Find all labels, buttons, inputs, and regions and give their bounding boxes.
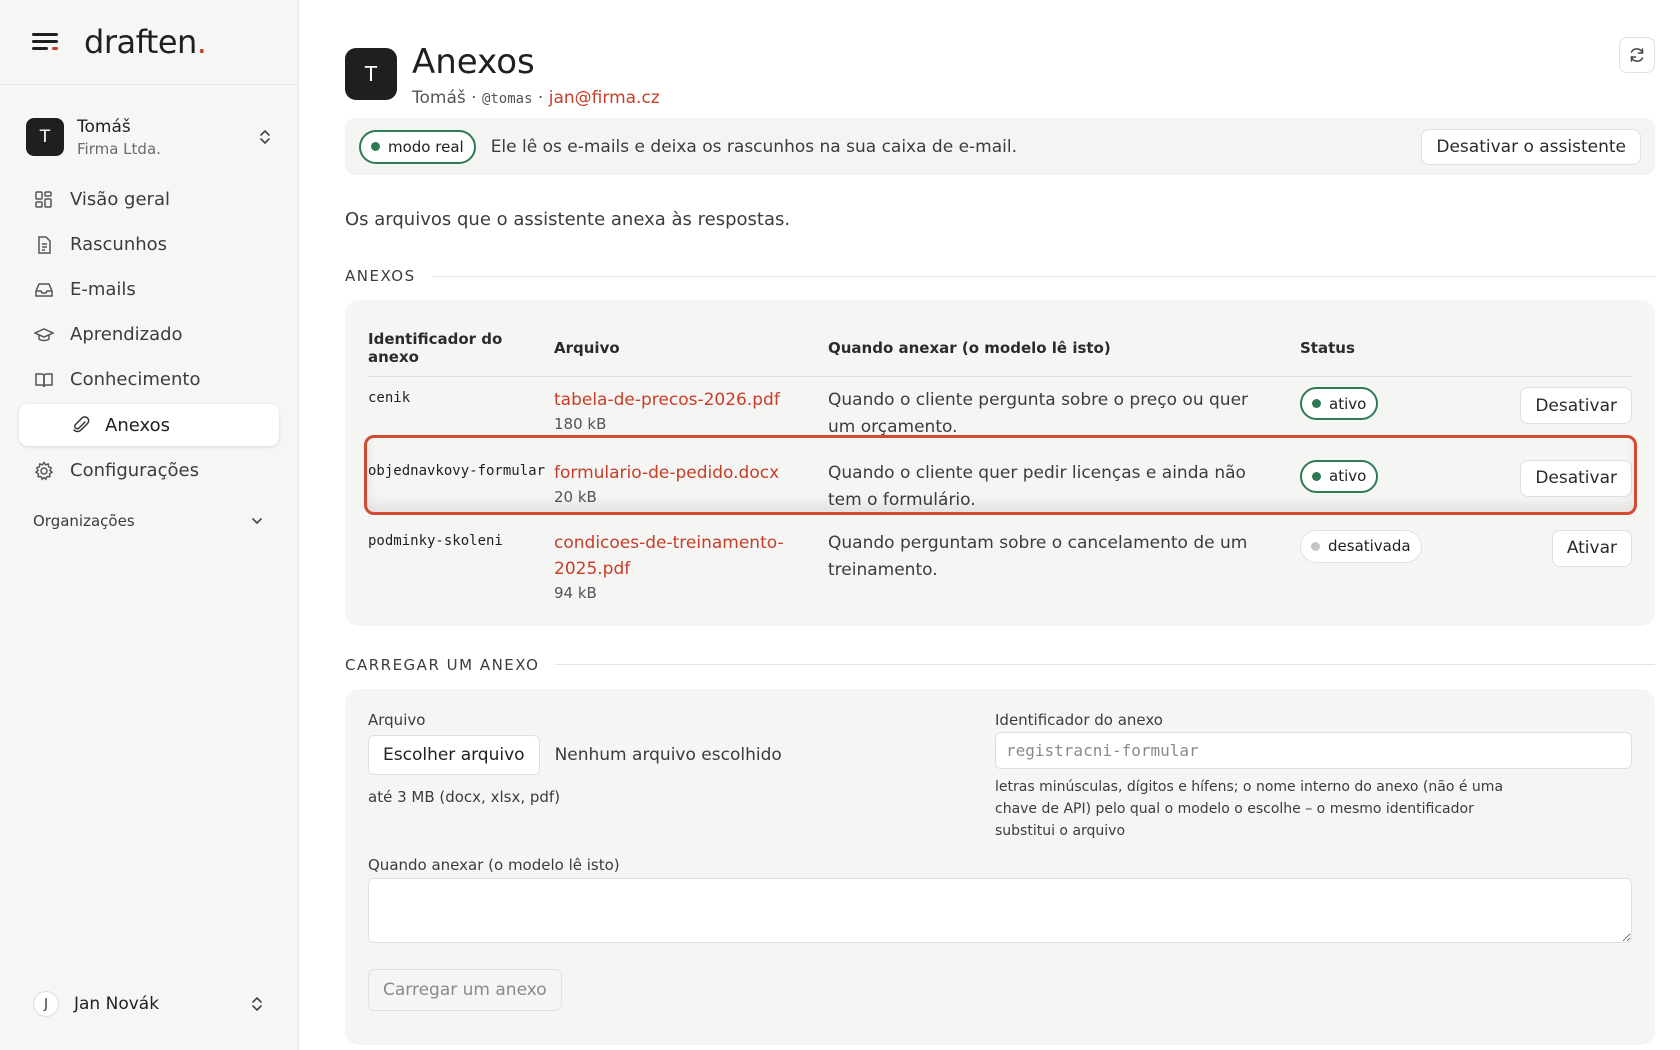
attachment-when: Quando perguntam sobre o cancelamento de um treinamento. [828, 532, 1248, 580]
chevron-updown-icon [250, 995, 264, 1013]
file-link[interactable]: condicoes-de-treinamento-2025.pdf [554, 532, 784, 579]
attachment-id: podminky-skoleni [368, 532, 503, 549]
when-textarea[interactable] [368, 878, 1632, 943]
file-link[interactable]: formulario-de-pedido.docx [554, 462, 780, 483]
sidebar-item-drafts[interactable] [0, 222, 298, 267]
header-handle: @tomas [481, 91, 533, 107]
sidebar-item-emails[interactable] [0, 267, 298, 312]
sidebar-item-label: Aprendizado [70, 324, 183, 345]
file-label: Arquivo [368, 710, 426, 729]
status-dot [1312, 399, 1321, 408]
page-description: Os arquivos que o assistente anexa às respostas. [345, 209, 791, 230]
file-size: 180 kB [554, 415, 607, 433]
sidebar-nav [0, 177, 298, 493]
column-header: Arquivo [554, 320, 828, 377]
sidebar-item-label: Visão geral [70, 189, 170, 210]
attachment-when: Quando o cliente quer pedir licenças e ainda não tem o formulário. [828, 462, 1246, 510]
sidebar-item-label: E-mails [70, 279, 136, 300]
file-size: 94 kB [554, 583, 597, 602]
status-label: desativada [1328, 537, 1411, 555]
sidebar-item-label: Configurações [70, 460, 199, 481]
status-badge [1300, 530, 1422, 563]
user-avatar: J [33, 991, 59, 1017]
activate-button[interactable]: Ativar [1552, 530, 1632, 567]
status-badge [1300, 387, 1378, 420]
attachments-table [368, 320, 1632, 602]
document-icon [34, 235, 54, 255]
account-switcher[interactable] [0, 107, 298, 167]
table-row [368, 520, 1632, 602]
book-icon [34, 370, 54, 390]
deactivate-button[interactable]: Desativar [1520, 387, 1632, 424]
id-label: Identificador do anexo [995, 710, 1163, 729]
section-title: ANEXOS [345, 267, 416, 285]
mode-label: modo real [388, 137, 464, 156]
sidebar [0, 0, 299, 1050]
file-hint: até 3 MB (docx, xlsx, pdf) [368, 787, 561, 806]
attachment-id: cenik [368, 390, 411, 406]
account-avatar: T [26, 118, 64, 156]
gear-icon [34, 461, 54, 481]
deactivate-button[interactable]: Desativar [1520, 460, 1632, 497]
upload-button[interactable]: Carregar um anexo [368, 969, 562, 1011]
page-title: Anexos [412, 42, 535, 82]
user-menu[interactable] [33, 984, 264, 1024]
menu-icon[interactable] [32, 31, 60, 53]
banner-text: Ele lê os e-mails e deixa os rascunhos na sua caixa de e-mail. [490, 136, 1018, 157]
inbox-icon [34, 280, 54, 300]
section-title: CARREGAR UM ANEXO [345, 655, 540, 674]
page-header [345, 0, 1655, 118]
file-size: 20 kB [554, 487, 597, 506]
refresh-button[interactable] [1619, 37, 1655, 73]
choose-file-button[interactable]: Escolher arquivo [368, 735, 540, 775]
header-email-link[interactable]: jan@firma.cz [548, 88, 660, 108]
account-org: Firma Ltda. [77, 139, 161, 158]
upload-section-header [345, 656, 1655, 674]
table-row [368, 377, 1632, 450]
logo-row [0, 0, 298, 85]
upload-form [345, 689, 1655, 1045]
attachment-id-input[interactable] [995, 732, 1632, 769]
status-badge [1300, 460, 1378, 493]
mode-banner [345, 118, 1655, 175]
id-hint: letras minúsculas, dígitos e hífens; o nome interno do anexo (não é uma chave de API) pelo qual o modelo o escolhe – o mesmo identificador substitui o arquivo [995, 778, 1504, 839]
graduation-cap-icon [34, 325, 54, 345]
status-label: ativo [1329, 467, 1367, 485]
status-dot [1311, 542, 1320, 551]
paperclip-icon [71, 415, 91, 435]
when-label: Quando anexar (o modelo lê isto) [368, 855, 620, 874]
organizations-toggle[interactable] [0, 501, 298, 541]
sidebar-item-knowledge[interactable] [0, 357, 298, 402]
dashboard-icon [34, 190, 54, 210]
deactivate-assistant-button[interactable]: Desativar o assistente [1421, 129, 1641, 165]
header-subline [412, 88, 660, 108]
table-row [368, 450, 1632, 520]
refresh-icon [1628, 46, 1646, 64]
sidebar-item-settings[interactable] [0, 448, 298, 493]
main-content [299, 0, 1680, 1050]
separator: · [532, 88, 549, 108]
user-name: Jan Novák [74, 994, 160, 1014]
column-header: Identificador do anexo [368, 320, 554, 377]
attachment-id: objednavkovy-formular [368, 462, 546, 479]
file-link[interactable]: tabela-de-precos-2026.pdf [554, 390, 780, 410]
sidebar-item-learning[interactable] [0, 312, 298, 357]
sidebar-item-label: Anexos [105, 414, 170, 436]
header-name: Tomáš [412, 88, 466, 108]
organizations-label: Organizações [33, 512, 135, 530]
chevron-down-icon [250, 514, 264, 528]
account-name: Tomáš [77, 116, 131, 137]
no-file-text: Nenhum arquivo escolhido [554, 744, 782, 765]
sidebar-item-attachments[interactable] [19, 404, 279, 446]
attachment-when: Quando o cliente pergunta sobre o preço ou quer um orçamento. [828, 390, 1249, 437]
header-avatar: T [345, 48, 397, 100]
status-dot [1312, 472, 1321, 481]
column-header [1426, 320, 1632, 377]
column-header: Quando anexar (o modelo lê isto) [828, 320, 1300, 377]
column-header: Status [1300, 320, 1426, 377]
attachments-card [345, 300, 1655, 626]
sidebar-item-label: Rascunhos [70, 234, 168, 255]
chevron-updown-icon [258, 128, 272, 146]
mode-badge [359, 130, 476, 164]
separator: · [465, 88, 482, 108]
sidebar-item-label: Conhecimento [70, 369, 201, 390]
sidebar-item-overview[interactable] [0, 177, 298, 222]
status-label: ativo [1329, 394, 1367, 413]
status-dot [371, 142, 380, 151]
attachments-section-header [345, 267, 1655, 285]
logo: draften. [84, 23, 207, 61]
